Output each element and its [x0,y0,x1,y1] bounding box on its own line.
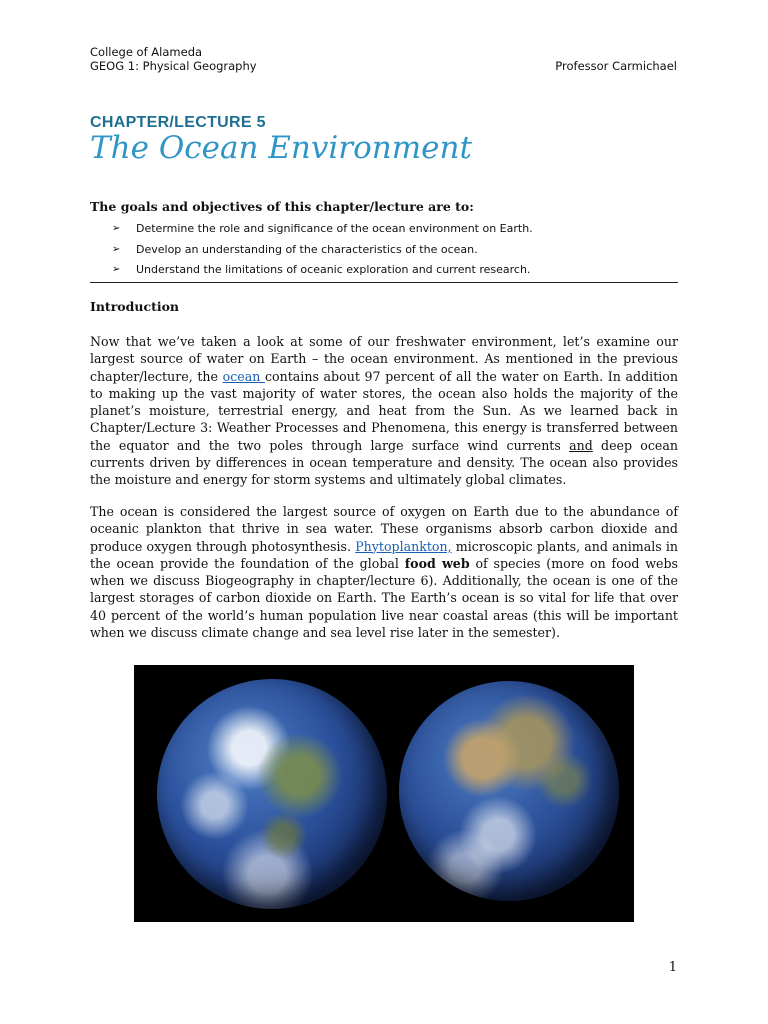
paragraph-text: of species (more on food webs when we discuss Biogeography in chapter/lecture 6). Additionally, the ocean is one of the largest storages of carbon dioxide on Earth. The Earth’s ocean is so vital for life that over 40 percent of the world’s human population live near coastal areas (this will be important when we discuss climate change and sea level rise later in the semester). [90,555,678,641]
arrow-bullet-icon: ➢ [112,264,121,275]
ocean-link[interactable]: ocean [222,368,265,384]
page-number: 1 [668,960,677,975]
arrow-bullet-icon: ➢ [112,243,121,255]
goal-text: Determine the role and significance of the ocean environment on Earth. [136,222,533,235]
earth-globe-africa-asia [399,681,619,901]
paragraph-text: microscopic plants, and animals in the ocean provide the foundation of the global [90,538,678,571]
bold-term: food web [404,555,470,571]
goal-text: Develop an understanding of the characteristics of the ocean. [136,242,478,256]
introduction-heading: Introduction [90,299,180,314]
goal-item [90,240,678,261]
goal-item [90,219,678,240]
arrow-bullet-icon: ➢ [112,223,121,234]
paragraph-text: contains about 97 percent of all the water on Earth. In addition to making up the vast majority of water stores, the ocean also holds the majority of the planet’s moisture, terrestrial energy, and heat from the Sun. As we learned back in Chapter/Lecture 3: Weather Processes and Phenomena, this energy is transferred between the equator and the two poles through large surface wind currents [90,368,678,453]
goal-text: Understand the limitations of oceanic exploration and current research. [136,263,531,276]
paragraph-text: The ocean is considered the largest source of oxygen on Earth due to the abundance of oceanic plankton that thrive in sea water. These organisms absorb carbon dioxide and produce oxygen through photosynthesis. [90,504,678,554]
paragraph-text: Now that we’ve taken a look at some of our freshwater environment, let’s examine our largest source of water on Earth – the ocean environment. As mentioned in the previous chapter/lecture, the [90,334,678,384]
college-name: College of Alameda [90,45,203,59]
phytoplankton-link[interactable]: Phytoplankton, [355,538,452,554]
underlined-word: and [569,437,593,453]
professor-name: Professor Carmichael [555,59,677,73]
introduction-paragraph-1 [90,333,678,489]
course-name: GEOG 1: Physical Geography [90,59,257,73]
introduction-paragraph-2 [90,503,678,641]
goals-heading: The goals and objectives of this chapter/lecture are to: [90,199,474,214]
earth-globes-image [134,665,634,922]
page-title: The Ocean Environment [90,130,472,166]
document-header [90,45,257,73]
paragraph-text: deep ocean currents driven by differences in ocean temperature and density. The ocean also provides the moisture and energy for storm systems and ultimately global climates. [90,437,678,488]
goal-item [90,260,678,281]
goals-list [90,219,678,283]
chapter-label: CHAPTER/LECTURE 5 [90,114,266,131]
earth-globe-americas [157,679,387,909]
